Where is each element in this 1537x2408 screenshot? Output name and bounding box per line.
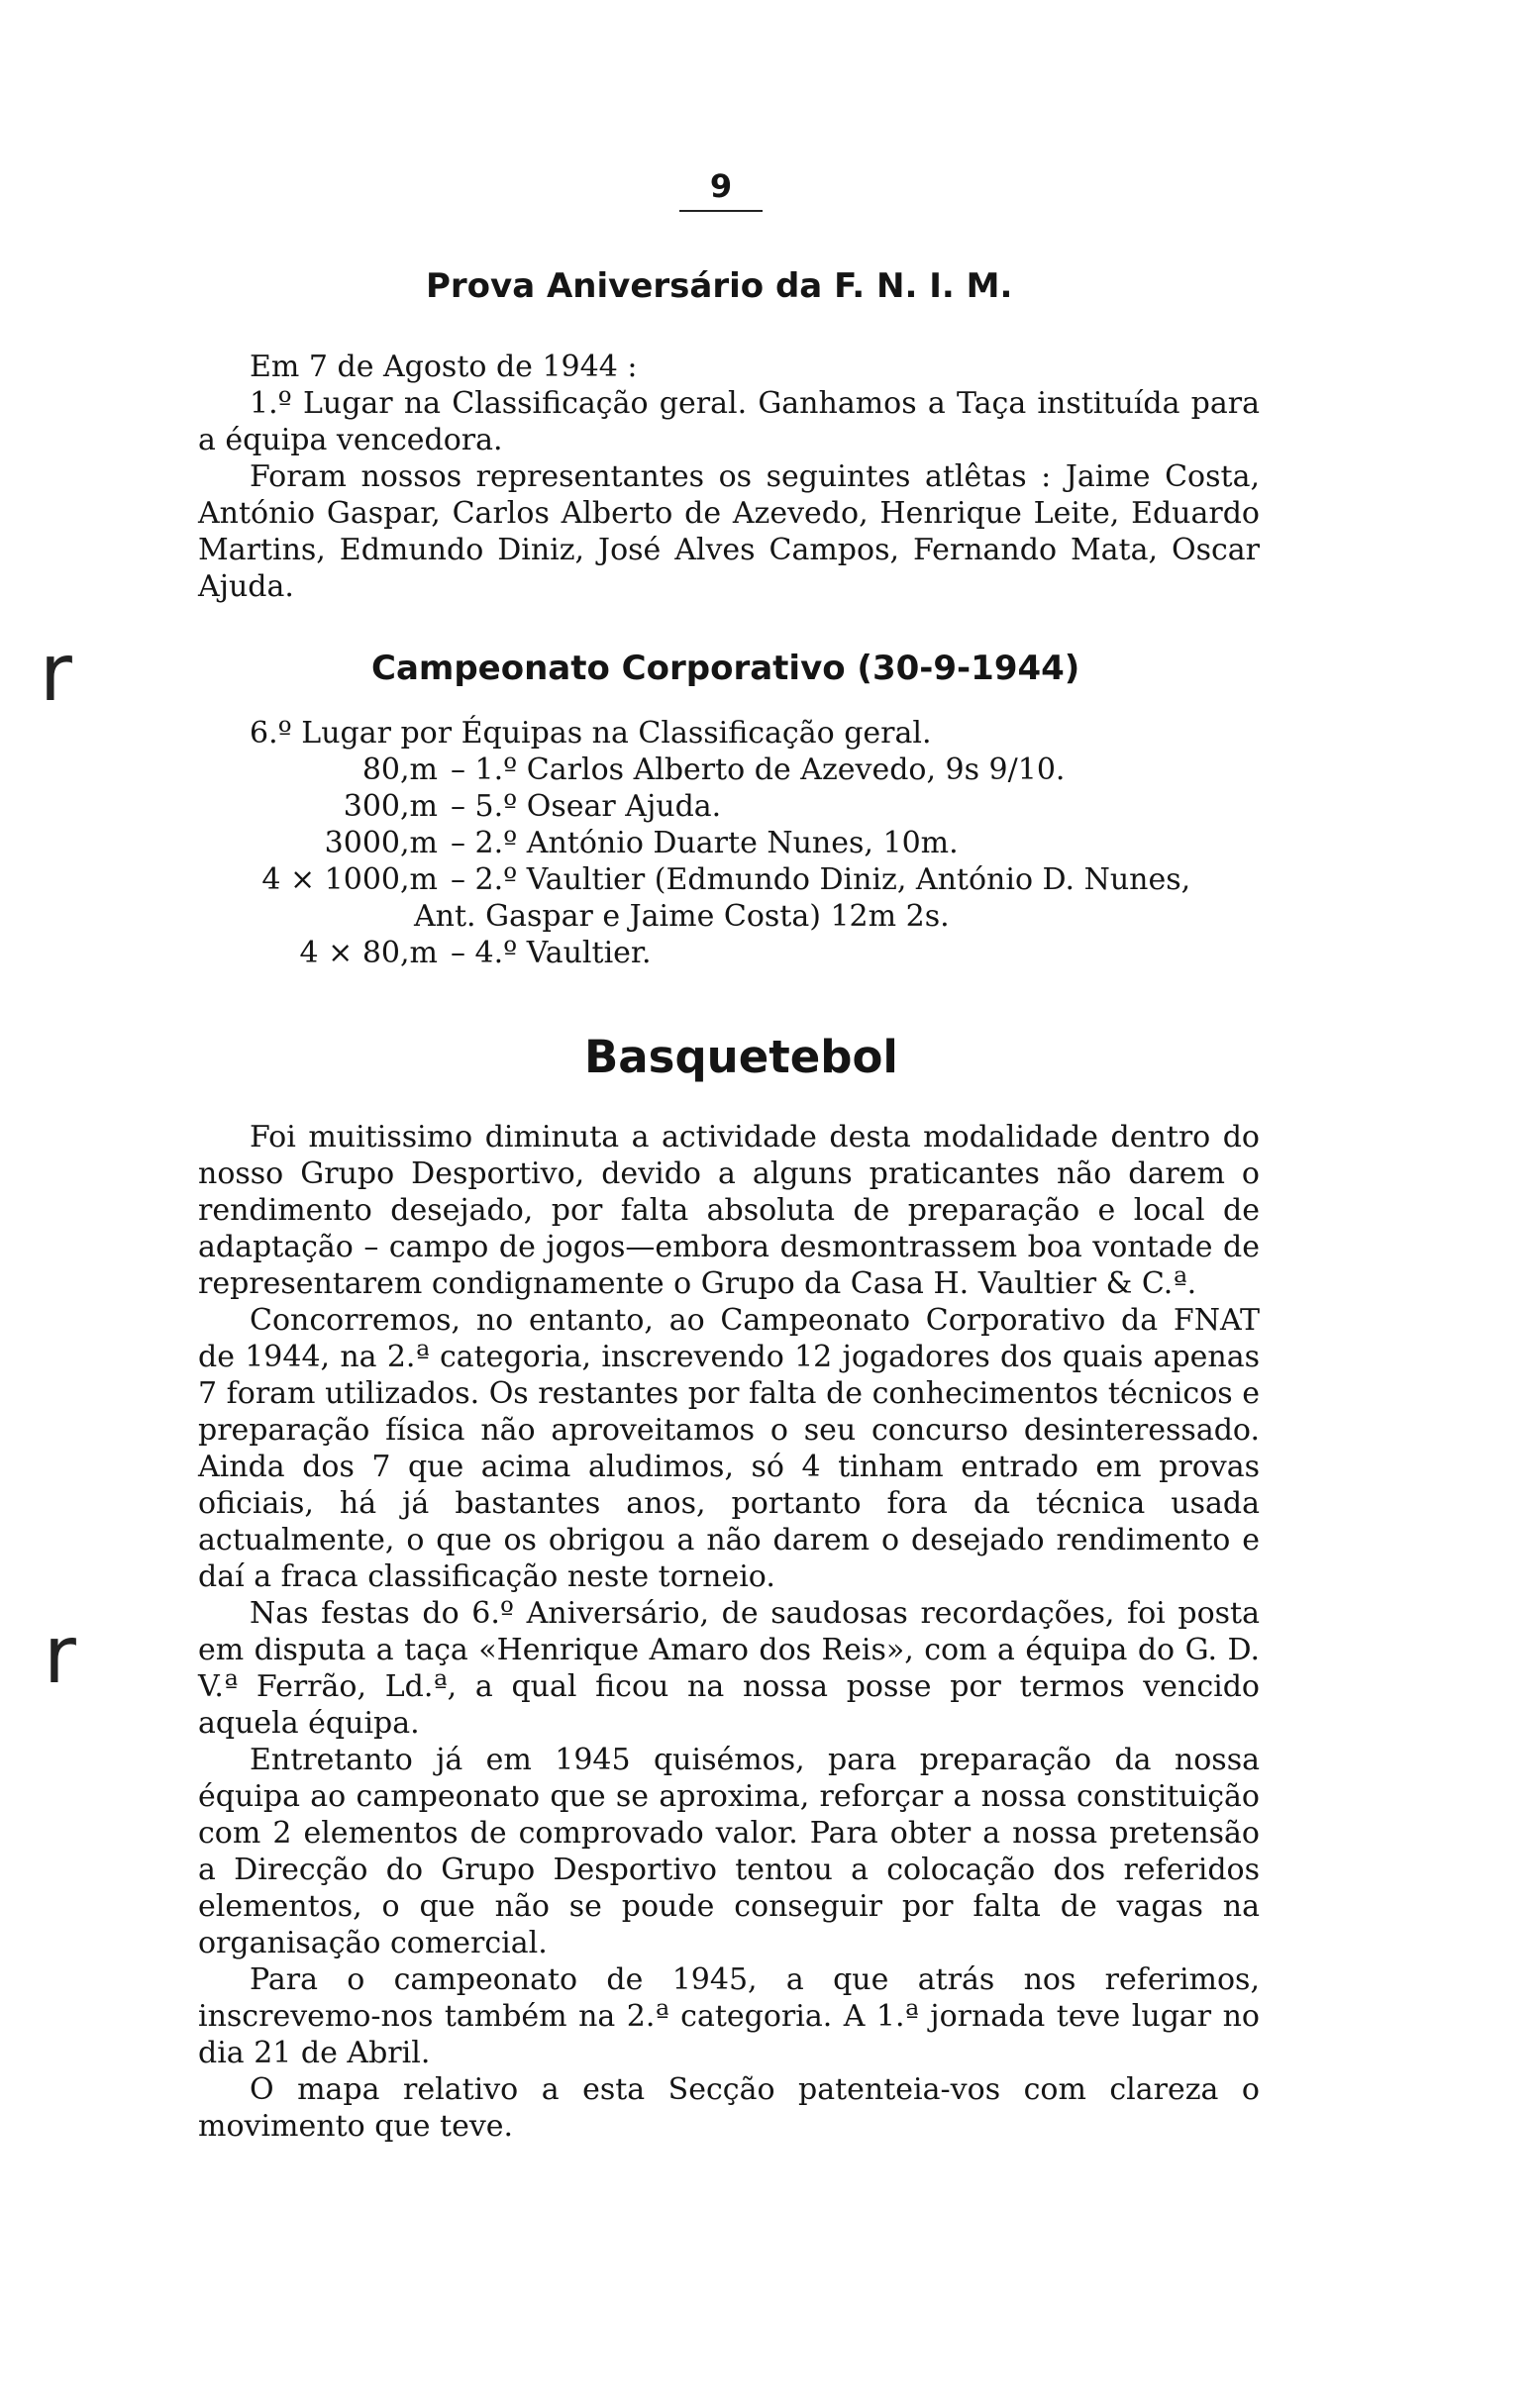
- result-placing: – 2.º António Duarte Nunes, 10m.: [451, 826, 959, 860]
- section-title-campeonato-corporativo: Campeonato Corporativo (30-9-1944): [371, 649, 1080, 688]
- results-list: [198, 715, 1260, 971]
- paragraph: Foi muitissimo diminuta a actividade desta modalidade dentro do nosso Grupo Desportivo, devido a alguns praticantes não darem o rendimento desejado, por falta absoluta de preparação e local de adaptação – campo de jogos—embora desmontrassem boa vontade de representarem condignamente o Grupo da Casa H. Vaultier & C.ª.: [198, 1120, 1260, 1301]
- paragraph: Concorremos, no entanto, ao Campeonato Corporativo da FNAT de 1944, na 2.ª categoria, inscrevendo 12 jogadores dos quais apenas 7 foram utilizados. Os restantes por falta de conhecimentos técnicos e preparação física não aproveitamos o seu concurso desinteressado. Ainda dos 7 que acima aludimos, só 4 tinham entrado em provas oficiais, há já bastantes anos, portanto fora da técnica usada actualmente, o que os obrigou a não darem o desejado rendimento e daí a fraca classificação neste torneio.: [198, 1303, 1260, 1594]
- result-row: [198, 788, 1260, 825]
- result-placing: Ant. Gaspar e Jaime Costa) 12m 2s.: [414, 899, 950, 934]
- result-event: 80,m: [361, 752, 438, 787]
- result-row: [198, 935, 1260, 971]
- paragraph: 1.º Lugar na Classificação geral. Ganhamos a Taça instituída para a équipa vencedora.: [198, 386, 1260, 457]
- paragraph: Em 7 de Agosto de 1944 :: [250, 350, 638, 384]
- result-placing: – 5.º Osear Ajuda.: [451, 789, 722, 824]
- section-body-basquetebol: [198, 1119, 1260, 2145]
- result-placing: – 1.º Carlos Alberto de Azevedo, 9s 9/10.: [451, 752, 1066, 787]
- result-row: [198, 825, 1260, 861]
- section-title-prova-aniversario: Prova Aniversário da F. N. I. M.: [426, 266, 1013, 306]
- results-summary: [198, 715, 1260, 752]
- result-event: 4 × 80,m: [299, 936, 438, 970]
- page-number-underline: [679, 210, 763, 212]
- result-placing: – 2.º Vaultier (Edmundo Diniz, António D. Nunes,: [451, 862, 1191, 897]
- margin-mark-1: r: [40, 627, 72, 719]
- result-row: [198, 752, 1260, 788]
- result-event: 3000,m: [324, 826, 438, 860]
- paragraph: Para o campeonato de 1945, a que atrás nos referimos, inscrevemo-nos também na 2.ª categoria. A 1.ª jornada teve lugar no dia 21 de Abril.: [198, 1962, 1260, 2070]
- page-number: 9: [709, 167, 733, 205]
- margin-mark-2: r: [44, 1609, 76, 1701]
- paragraph: Entretanto já em 1945 quisémos, para preparação da nossa équipa ao campeonato que se aproxima, reforçar a nossa constituição com 2 elementos de comprovado valor. Para obter a nossa pretensão a Direcção do Grupo Desportivo tentou a colocação dos referidos elementos, o que não se poude conseguir por falta de vagas na organisação comercial.: [198, 1743, 1260, 1960]
- result-event: 4 × 1000,m: [261, 862, 438, 897]
- paragraph: O mapa relativo a esta Secção patenteia-vos com clareza o movimento que teve.: [198, 2072, 1260, 2144]
- result-row-continuation: [198, 898, 1260, 935]
- result-event: 300,m: [343, 789, 438, 824]
- paragraph: Foram nossos representantes os seguintes atlêtas : Jaime Costa, António Gaspar, Carlos Alberto de Azevedo, Henrique Leite, Eduardo Martins, Edmundo Diniz, José Alves Campos, Fernando Mata, Oscar Ajuda.: [198, 459, 1260, 604]
- result-placing: – 4.º Vaultier.: [451, 936, 652, 970]
- result-row: [198, 861, 1260, 898]
- section-title-basquetebol: Basquetebol: [584, 1031, 898, 1083]
- section-body-prova-aniversario: [198, 349, 1260, 605]
- summary-text: 6.º Lugar por Équipas na Classificação geral.: [250, 716, 932, 751]
- paragraph: Nas festas do 6.º Aniversário, de saudosas recordações, foi posta em disputa a taça «Henrique Amaro dos Reis», com a équipa do G. D. V.ª Ferrão, Ld.ª, a qual ficou na nossa posse por termos vencido aquela équipa.: [198, 1596, 1260, 1741]
